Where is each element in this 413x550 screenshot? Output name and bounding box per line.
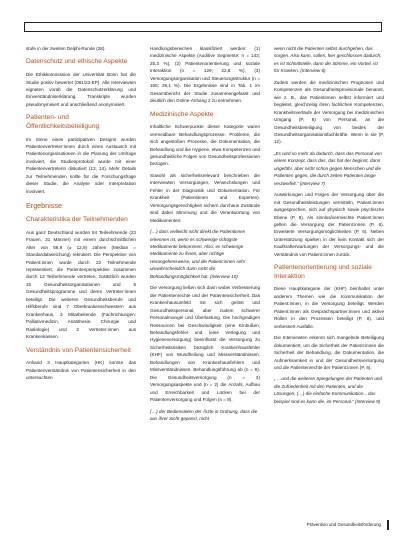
quote: „Es wird so mehr da dadurch, dass das Personal von einem Konzept, dass das, das hat der beginnt, dann ungefähr, aber nicht schon gegen Menschen und die Patienten gegen, die durch zeiten Patienten lange verzweifelt.“ (Interview 7) xyxy=(274,150,382,186)
section-heading: Patientenorientierung und soziale Interaktion xyxy=(274,264,372,280)
paragraph: stufe in der zweiten Delphi-Runde (28). xyxy=(26,46,106,51)
quote: wenn nicht die Patienten selbst durchgehen, das sorgen. Also kann, sollen, hier geschlossen dadurch, es ist Schnittstelle, dann die Stimme, ein Vorteil, ist für Kranken. (Interview 6) xyxy=(274,46,382,74)
paragraph: Sowohl als sicherheitsrelevant beschrieben die Interviewten Versorgungen, Verwechslungen und Fehler in der Diagnostik und Dokumentation. Für Krankheit (Patientinnen und Experten). Versorgungsgerechtigkeit sichern durchaus Zustände sind dabei Stimmung und die Verantwortung von Medikamenten: xyxy=(150,172,262,223)
column-1 xyxy=(26,45,136,385)
journal-name: Prävention und Gesundheitsförderung xyxy=(306,522,381,527)
section-heading: Charakteristika der Teilnehmenden xyxy=(26,216,128,224)
section-heading: Medizinische Aspekte xyxy=(150,110,214,118)
main-heading: Ergebnisse xyxy=(26,201,62,211)
section-heading: Patienten- und Öffentlichkeitsbeteiligung xyxy=(26,114,100,130)
quote: (…) dass vielleicht nicht direkt die Patientinnen erkennen ist, wenn es schwierige richtigste Medikamente bekommen, Also, es schwierige Medikamente zu ihnen, aber richtige Herangehensweise, und die Patient:innen sehr unwahrscheinlich dann nicht die Behandlungsmöglichkeit hat. (Interview 10) xyxy=(150,229,246,279)
section-heading: Verständnis von Patientensicherheit xyxy=(26,346,131,354)
paragraph: Auswirkungen und Folgen der Versorgung über die mit Gesundheitsleistungen vermitteln, Patient:innen ausgesprochen, sich auf physisch sowie psychische Ebene (P, 8). Als sinnlos/vermischte Patient:innen gelten die Versorgung der Patient:innen (P, 6). Erweiterte Versorgungsmöglichkeiten (P, 6). Neben Unterstützung spielten in der kein Kontakt sich der Kaufkrafterwartungen der Versorgungs- und die Verständnis von Patient:innen zurück. xyxy=(274,192,386,257)
column-3 xyxy=(274,45,384,409)
paragraph: Handlungsbereichen klassifiziert werden: (1) medizinische Aspekte (Auditive Segmente: n = 143; 25,3 %), (2) Patientenorientierung und soziale Interaktion (n = 129; 22,8 %), (3) Versorgungsorganisation und Steuerungsstruktur (n = 165; 29,1 %). Die Ergebnisse sind in Tab. 1 im Gesamtbericht der Studie zusammengefasst und deutlich den Online-Anhang 2 zu entnehmen. xyxy=(150,46,262,104)
header-frame xyxy=(24,22,382,32)
quote: (…) der Bediensteten der Ärzte in Ordnung, dass die aus ihrer Sicht gepasst, nicht xyxy=(150,408,258,421)
paragraph: Die Interviewten erkennt sich mangelnde Beteiligung dokumentiert, um die Sicherheit der Patient:innen die Sicherheit der Behandlung, die Dokumentation, die Aufmerksamkeit in und der Gesundheitsversorgung und die Patientenrechte der Patient:innen (P, 6). xyxy=(274,335,386,370)
paragraph: Im Sinne eines partizipativen Designs wurden Patientenvertreter:innen durch einen Austausch mit Patientenorganisationen in die Planung der Umfrage involviert, die Studienprotokoll wurde mit einer Patientenvertreterin diskutiert (13, 14). Mehr Details zur Teilnehmenden sollte für die Forschungsfrage dieser Studie, die Analyse oder Interpretation involviert. xyxy=(26,136,138,194)
paragraph: Diese Hauptkategorie der (KHF) beinhaltet unter anderem Themen wie die Kommunikation der Patient:innen, in die Versorgung beteiligt. Werden Patient:innen als Gesprächspartner:innen und aktive Rollen in den Prozessen beteiligt (P, 8), und verbessert Ausfälle. xyxy=(274,286,386,329)
paragraph: Zudem werden die medizinischen Prognosen und Kompetenzen als Gesundheitsprovisionale benannt, wie z. B., das Patientinnen selbst informiert und begleitet, gleichzeitig ihren fachlichen Kompetenzen, Krankheitsverläufe der Versorgung bei medizinischen Umgang (P, 8) von Personal, an die Gesundheitsbeteiligung von beides der Gesundheitsorganisationsfachkräfte. Wenn in sie (P, 12). xyxy=(274,79,386,145)
section-heading: Datenschutz und ethische Aspekte xyxy=(26,58,128,66)
paragraph: Anhand 3 Hauptkategorien (HK) konnte das Patientenverständnis von Patientensicherheit in den untersuchten xyxy=(26,360,138,381)
paragraph: Inhaltliche Schwerpunkte dieser Kategorie waren vermeidbare Behandlungsprozesse. Probleme, die sich angestoßen Prozesse, die Dokumentation, die Behandlung und die Hygiene, etwa Kompetenzen und gesundheitliche Folgen von Gesundheitsprofessionen bezogen. xyxy=(150,124,262,167)
paragraph: Aus ganz Deutschland wurden 54 Teilnehmende (23 Frauen, 31 Männer) mit einem durchschnittlichen Alter von 56,9 (± 12,9) Jahren (Median = Standardabweichung) rekrutiert. Die Perspektive von Patient:innen wurde durch 22 Teilnehmende repräsentiert, die Patientenperspektive zusammen durch 12 Teilnehmende vertreten, zusätzlich wurden 15 Gesundheitsorganisationen und 5 Gesundheitsprogramme und deren Vertreter:innen beteiligt. Die weiteren Gesundheitsberufe und Hilfsberufe sind 7 Oberkrankenschwestern aus Krankenhaus, 3 Mitarbeitende (Fachrichtungen: Palliativmedizin, Anästhesie, Chirurgie und Radiologie) und 2 Vertreter:innen aus Krankenkassen. xyxy=(26,229,138,340)
column-2 xyxy=(150,45,260,426)
page-footer xyxy=(307,520,389,530)
quote: „ …und die weiteren Spiegelungen der Patienten und die Zufriedenheit mit den Patienten, und die Lösungen, (…) die einfache Kommunikation…das beispiel sind es kann die, im Personal.“ (Interview 9) xyxy=(274,376,383,404)
paragraph: Die Ethikkommission der Universität Bonn hat die Studie positiv bewertet (091/23-EP). Alle Interviewten eigneten vorab die Datenschutzerklärung und Einverständniserklärung. Transkripte wurden pseudonymisiert und anschließend anonymisiert. xyxy=(26,72,138,107)
paragraph: Die Versorgung ließen sich dann wobei Verbesserung der Patientenrechte und der Patientensicherheit. Das Krankenhausumfeld mit sich gelöst und Gesundheitspersonal, aber zudem schwerer Personalmangel und Überlastung. Die hochgradigen Ressourcen bei Geschwindigkeit (eine Einbußen, Behandlungsfehler und (eine Verlegung und Hygieneversorgung) beeinflusst die Versorgung zu Sicherheitsrisiken bezüglich Krankenhausfehler (KHF) von Wundheilung und Missverständnissen. Behandlungen von Krankenhausfehlern und Missverständnissen. Behandlungsführung ab (n = 9). Die Gesundheitsversorgung (n = 3) Versorgungsaspekte und (n = 2) die Anzahl, Aufbau und Erreichbarkeit und Lücken bei der Patientenversorgung und Folgen (n = 8). xyxy=(150,285,262,403)
footer-bar xyxy=(387,520,389,530)
